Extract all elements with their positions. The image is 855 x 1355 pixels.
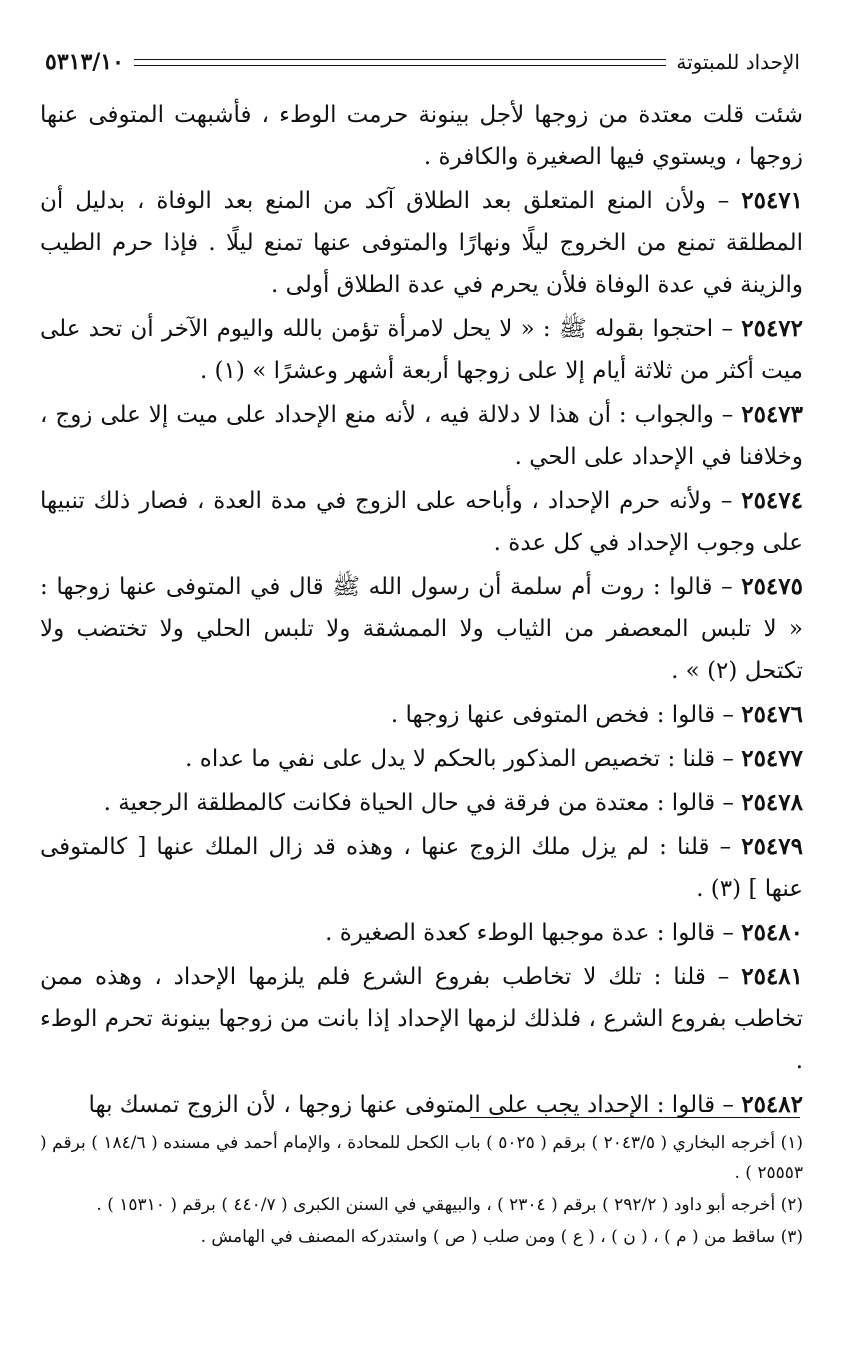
numbered-paragraph xyxy=(40,782,803,824)
numbered-paragraph xyxy=(40,738,803,780)
footnote-1: (١) أخرجه البخاري ( ٢٠٤٣/٥ ) برقم ( ٥٠٢٥ ) باب الكحل للمحادة ، والإمام أحمد في مسنده ( ١٨٤/٦ ) برقم ( ٢٥٥٥٣ ) . xyxy=(40,1133,803,1183)
numbered-paragraph xyxy=(40,308,803,392)
paragraph-number: ٢٥٤٧٩ xyxy=(741,833,803,860)
paragraph-text: – احتجوا بقوله ﷺ : « لا يحل لامرأة تؤمن بالله واليوم الآخر أن تحد على ميت أكثر من ثلاثة أيام إلا على زوجها أربعة أشهر وعشرًا » (١) . xyxy=(40,316,803,384)
intro-paragraph: شئت قلت معتدة من زوجها لأجل بينونة حرمت الوطء ، فأشبهت المتوفى عنها زوجها ، ويستوي فيها الصغيرة والكافرة . xyxy=(40,102,803,170)
footnotes xyxy=(40,1128,803,1254)
paragraph-text: – قالوا : فخص المتوفى عنها زوجها . xyxy=(390,702,734,728)
paragraph-text: – قالوا : الإحداد يجب على المتوفى عنها زوجها ، لأن الزوج تمسك بها xyxy=(88,1092,734,1118)
footnote-2: (٢) أخرجه أبو داود ( ٢٩٢/٢ ) برقم ( ٢٣٠٤ ) ، والبيهقي في السنن الكبرى ( ٤٤٠/٧ ) برقم ( ١٥٣١٠ ) . xyxy=(96,1195,803,1215)
numbered-paragraph xyxy=(40,180,803,306)
main-text xyxy=(40,94,803,1128)
numbered-paragraph xyxy=(40,1084,803,1126)
footnote-3: (٣) ساقط من ( م ) ، ( ن ) ، ( ع ) ومن صلب ( ص ) واستدركه المصنف في الهامش . xyxy=(200,1227,803,1247)
numbered-paragraph xyxy=(40,480,803,564)
paragraph-text: – والجواب : أن هذا لا دلالة فيه ، لأنه منع الإحداد على ميت إلا على زوج ، وخلافنا في الإحداد على الحي . xyxy=(40,402,803,470)
running-title: الإحداد للمبتوتة xyxy=(676,50,800,74)
paragraph-number: ٢٥٤٧٧ xyxy=(741,745,803,772)
paragraph-number: ٢٥٤٧١ xyxy=(741,187,804,214)
paragraph-text: – قلنا : تخصيص المذكور بالحكم لا يدل على نفي ما عداه . xyxy=(185,746,734,772)
paragraph-number: ٢٥٤٧٤ xyxy=(741,487,803,514)
paragraph-text: – ولأن المنع المتعلق بعد الطلاق آكد من المنع بعد الوفاة ، بدليل أن المطلقة تمنع من الخروج ليلًا ونهارًا والمتوفى عنها تمنع ليلًا . فإذا حرم الطيب والزينة في عدة الوفاة فلأن يحرم في عدة الطلاق أولى . xyxy=(40,188,803,298)
paragraph-text: – قلنا : تلك لا تخاطب بفروع الشرع فلم يلزمها الإحداد ، وهذه ممن تخاطب بفروع الشرع ، فلذلك لزمها الإحداد إذا بانت من زوجها بينونة تحرم الوطء . xyxy=(40,964,803,1074)
paragraph-text: – قالوا : عدة موجبها الوطء كعدة الصغيرة . xyxy=(325,920,734,946)
numbered-paragraph xyxy=(40,912,803,954)
paragraph-number: ٢٥٤٨٢ xyxy=(741,1091,803,1118)
paragraph-text: – قالوا : روت أم سلمة أن رسول الله ﷺ قال في المتوفى عنها زوجها : « لا تلبس المعصفر من الثياب ولا الممشقة ولا تلبس الحلي ولا تختضب ولا تكتحل (٢) » . xyxy=(40,574,803,684)
numbered-paragraph xyxy=(40,394,803,478)
running-header xyxy=(45,42,800,82)
paragraph-number: ٢٥٤٧٦ xyxy=(741,701,803,728)
paragraph-number: ٢٥٤٨١ xyxy=(741,963,804,990)
paragraph-number: ٢٥٤٧٨ xyxy=(741,789,803,816)
paragraph-number: ٢٥٤٧٢ xyxy=(741,315,804,342)
page-number: ٥٣١٣/١٠ xyxy=(45,49,124,75)
footnote-separator xyxy=(470,1117,800,1118)
header-rule xyxy=(134,59,666,66)
numbered-paragraph xyxy=(40,566,803,692)
paragraph-list xyxy=(40,180,803,1126)
paragraph-text: – ولأنه حرم الإحداد ، وأباحه على الزوج في مدة العدة ، فصار ذلك تنبيها على وجوب الإحداد في كل عدة . xyxy=(40,488,803,556)
numbered-paragraph xyxy=(40,826,803,910)
numbered-paragraph xyxy=(40,694,803,736)
paragraph-text: – قلنا : لم يزل ملك الزوج عنها ، وهذه قد زال الملك عنها [ كالمتوفى عنها ] (٣) . xyxy=(40,834,803,902)
paragraph-text: – قالوا : معتدة من فرقة في حال الحياة فكانت كالمطلقة الرجعية . xyxy=(103,790,734,816)
paragraph-number: ٢٥٤٧٣ xyxy=(741,401,804,428)
numbered-paragraph xyxy=(40,956,803,1082)
paragraph-number: ٢٥٤٧٥ xyxy=(741,573,803,600)
paragraph-number: ٢٥٤٨٠ xyxy=(741,919,803,946)
